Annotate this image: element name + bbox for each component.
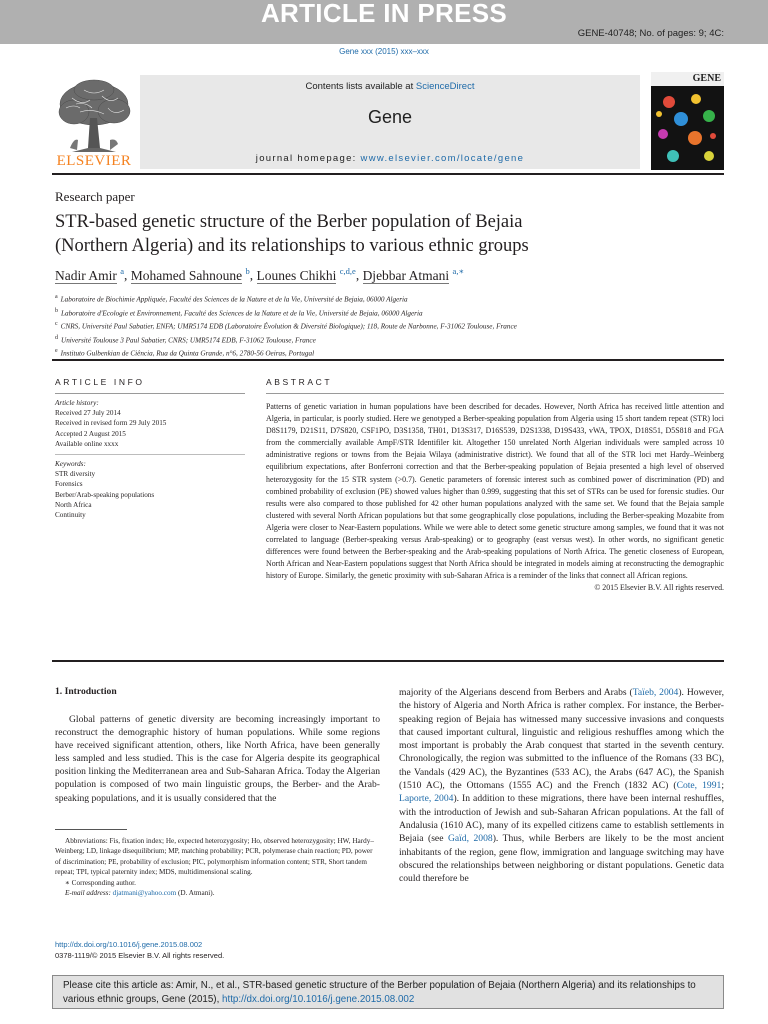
affiliation-list	[55, 292, 517, 360]
author-name[interactable]: Lounes Chikhi	[256, 267, 337, 283]
article-info-column	[55, 398, 245, 520]
citation-doi-link[interactable]: http://dx.doi.org/10.1016/j.gene.2015.08.002	[222, 993, 415, 1005]
intro-left-paragraph: Global patterns of genetic diversity are becoming increasingly important to reconstruct the demographic history of human populations. While some regions have received significant attention, others, like North Africa, have been generally less sampled and less studied. This is the case for Algeria despite its geographical position linking the Mediterranean area and Sub-Saharan Africa. Today the Algerian population is composed of two main linguistic groups, the Berber- and the Arab-speaking populations, and it is usually considered that the	[55, 714, 380, 804]
abstract-body	[266, 401, 724, 595]
citation-text	[63, 979, 715, 1006]
elsevier-tree-icon	[52, 78, 136, 154]
publisher-name: ELSEVIER	[56, 153, 132, 169]
affiliation-item: $^b$ Laboratoire d'Ecologie et Environnement, Faculté des Sciences de la Nature et de la Vie, Université de Bejaia, 06000 Algeria	[55, 307, 423, 317]
author-email-link[interactable]: djatmani@yahoo.com	[112, 889, 177, 898]
citation-prefix: Please cite this article as: Amir, N., et al., STR-based genetic structure of the Berber population of Bejaia (Northern Algeria) and its relationships to various ethnic groups, Gene (2015),	[63, 980, 696, 1005]
homepage-prefix: journal homepage:	[255, 153, 361, 164]
journal-masthead	[140, 75, 640, 169]
abstract-rule	[266, 393, 724, 394]
citation-link[interactable]: Gaïd, 2008	[447, 833, 493, 845]
cover-title: GENE	[692, 73, 721, 84]
journal-name: Gene	[367, 107, 413, 127]
citation-link[interactable]: Cote, 1991	[676, 780, 722, 792]
keyword-item: Berber/Arab-speaking populations	[55, 490, 155, 499]
body-text-run: ). Thus, while Berbers are likely to be the most ancient inhabitants of the region, gene flow, immigration and language switching may have obscured the relationships between neighboring or distant populations. Genetic data could therefore be	[399, 833, 724, 885]
article-info-heading: ARTICLE INFO	[55, 377, 145, 387]
article-title: STR-based genetic structure of the Berber population of Bejaia (Northern Algeria) and its relationships to various ethnic groups	[55, 212, 529, 256]
introduction-heading: 1. Introduction	[55, 686, 117, 697]
author-affil-sup[interactable]: a	[120, 266, 125, 276]
affiliation-item: $^d$ Université Toulouse 3 Paul Sabatier, CNRS; UMR5174 EDB, F-31062 Toulouse, France	[55, 334, 316, 345]
journal-volume-ref[interactable]: Gene xxx (2015) xxx–xxx	[339, 47, 429, 56]
affiliation-item: $^e$ Instituto Gulbenkian de Ciência, Rua da Quinta Grande, n°6, 2780-56 Oeiras, Portugal	[55, 348, 315, 358]
history-item: Available online xxxx	[55, 439, 119, 448]
keywords-rule	[55, 454, 245, 455]
issn-line: 0378-1119/© 2015 Elsevier B.V. All rights reserved.	[55, 951, 225, 960]
header-rule	[52, 173, 724, 175]
intro-right-paragraph	[399, 686, 724, 885]
history-item: Received in revised form 29 July 2015	[55, 419, 167, 428]
footnote-rule	[55, 829, 127, 830]
affiliation-item: $^a$ Laboratoire de Biochimie Appliquée, Faculté des Sciences de la Nature et de la Vie, Université de Bejaia, 06000 Algeria	[55, 294, 408, 304]
corresponding-author-footnote: ∗ Corresponding author.	[65, 878, 136, 887]
abstract-bottom-rule	[52, 660, 724, 662]
history-item: Received 27 July 2014	[55, 409, 121, 418]
body-text-run: ). In addition to these migrations, there have been internal reshuffles, with the introduction of Jewish and sub-Saharan African populations. At the fall of Andalusia (1610 AC), many of its expelled citizens came to establish settlements in Bejaia (see	[399, 793, 724, 845]
body-text-run: ). However, the history of Algeria and North Africa is rather complex. For instance, the Berber-speaking region of Bejaia has witnessed many successive invasions and conquests that caused important cultural, linguistic and religious reshuffles among which the most important is probably the Arab conquest that started in the seventh century. Chronologically, the region was submitted to the influence of the Romans (33 BC), the Vandals (429 AC), the Byzantines (533 AC), the Arabs (647 AC), the Spanish (1510 AC), the Ottomans (1555 AC) and the French (1832 AC) (	[399, 687, 725, 792]
abbreviations-footnote: Abbreviations: Fis, fixation index; He, expected heterozygosity; Ho, observed heterozygosity; HW, Hardy–Weinberg; LD, linkage disequilibrium; MP, matching probability; PCR, polymerase chain reaction; PD, power of discrimination; PE, probability of exclusion; PIC, polymorphism information content; STR, Short tandem repeat; TPI, typical paternity index; MDS, multidimensional scaling.	[55, 837, 374, 877]
citation-box	[52, 975, 724, 1009]
keywords-label: Keywords:	[55, 460, 86, 469]
author-name[interactable]: Nadir Amir	[55, 267, 117, 283]
journal-homepage-link[interactable]: www.elsevier.com/locate/gene	[360, 153, 525, 164]
banner-title: ARTICLE IN PRESS	[260, 0, 508, 28]
abstract-heading: ABSTRACT	[266, 377, 333, 387]
abstract-copyright: © 2015 Elsevier B.V. All rights reserved.	[594, 583, 724, 593]
contents-available-line	[140, 81, 640, 92]
doi-link[interactable]: http://dx.doi.org/10.1016/j.gene.2015.08.002	[55, 940, 203, 949]
affiliation-item: $^c$ CNRS, Université Paul Sabatier, ENFA; UMR5174 EDB (Laboratoire Évolution & Diversité Biologique); 118, Route de Narbonne, F-31062 Toulouse, France	[55, 321, 517, 331]
cover-artwork-icon	[651, 86, 724, 170]
author-affil-sup[interactable]: c,d,e	[339, 266, 356, 276]
article-history-label: Article history:	[55, 399, 99, 407]
sciencedirect-link[interactable]: ScienceDirect	[415, 81, 475, 92]
abstract-text: Patterns of genetic variation in human populations have been described for decades. However, North Africa has received little attention and Algeria, in particular, is poorly studied. Here we genotyped a Berber-speaking population from Algeria using 15 short tandem repeat (STR) loci D8S1179, D21S11, D7S820, CSF1PO, D3S1358, TH01, D13S317, D16S539, D2S1338, D19S433, vWA, TPOX, D18S51, D5S818 and FGA from the commercially available AmpF/STR Identifiler kit. Altogether 150 unrelated North Algerian individuals were sampled across 10 administrative regions or towns from the Bejaia Wilaya (administrative district). We found that all of the STR loci met Hardy–Weinberg equilibrium expectations, after Bonferroni correction and that the Berber-speaking population of Bejaia presented a high level of observed heterozygosity for the 15 STR system (>0.7). Genetic parameters of forensic interest such as combined power of discrimination (PD) and combined probability of exclusion (PE) showed values higher than 0.999, suggesting that this set of STRs can be used for forensic studies. Our results were also compared to those published for 42 other human populations analyzed with the same set. We found that the Bejaia sample clustered with several North African populations but that some geographically close populations, including the Berber-speaking Mozabite from Algeria were closer to Near-Eastern populations. While we were able to detect some genetic structure among samples, we found that it was not correlated to language (Berber-speaking versus Arab-speaking) or to geography (east versus west). In other words, no significant genetic differences were found between the Berber-speaking and the Arab-speaking populations of North Africa. The genetic closeness of European, North African and Near-Eastern populations suggest that North Africa should be integrated in models aiming at reconstructing the demographic history of Europe. Similarly, the genetic proximity with sub-Saharan Africa is a reminder of the links that connect all African regions.	[266, 402, 724, 581]
author-affil-sup[interactable]: b	[245, 266, 250, 276]
title-block-rule	[52, 359, 724, 361]
citation-link[interactable]: Laporte, 2004	[399, 793, 454, 805]
contents-prefix: Contents lists available at	[305, 81, 416, 92]
elsevier-logo	[52, 78, 136, 170]
history-item: Accepted 2 August 2015	[55, 429, 126, 438]
author-list: Nadir Amir $^a$, Mohamed Sahnoune $^b$, Lounes Chikhi $^{c,d,e}$, Djebbar Atmani $^{a,∗}$	[55, 266, 465, 283]
keyword-item: Forensics	[55, 480, 83, 489]
article-in-press-banner	[0, 0, 768, 44]
email-footnote: E-mail address: djatmani@yahoo.com (D. Atmani).	[65, 889, 215, 898]
doi-block	[55, 939, 224, 961]
keyword-item: North Africa	[55, 500, 92, 509]
keyword-item: STR diversity	[55, 470, 96, 479]
journal-homepage-line	[140, 153, 640, 164]
citation-link[interactable]: Taïeb, 2004	[632, 687, 679, 698]
body-text-run: ;	[721, 780, 724, 792]
author-affil-sup[interactable]: a,∗	[452, 266, 465, 276]
body-text-run: majority of the Algerians descend from Berbers and Arabs (	[399, 687, 633, 698]
author-name[interactable]: Mohamed Sahnoune	[130, 267, 243, 283]
article-reference: GENE-40748; No. of pages: 9; 4C:	[577, 28, 724, 39]
article-type: Research paper	[55, 189, 135, 204]
author-name[interactable]: Djebbar Atmani	[362, 267, 450, 283]
article-info-rule	[55, 393, 245, 394]
keyword-item: Continuity	[55, 511, 86, 520]
journal-cover-thumbnail	[651, 72, 724, 170]
footnotes	[55, 836, 380, 898]
